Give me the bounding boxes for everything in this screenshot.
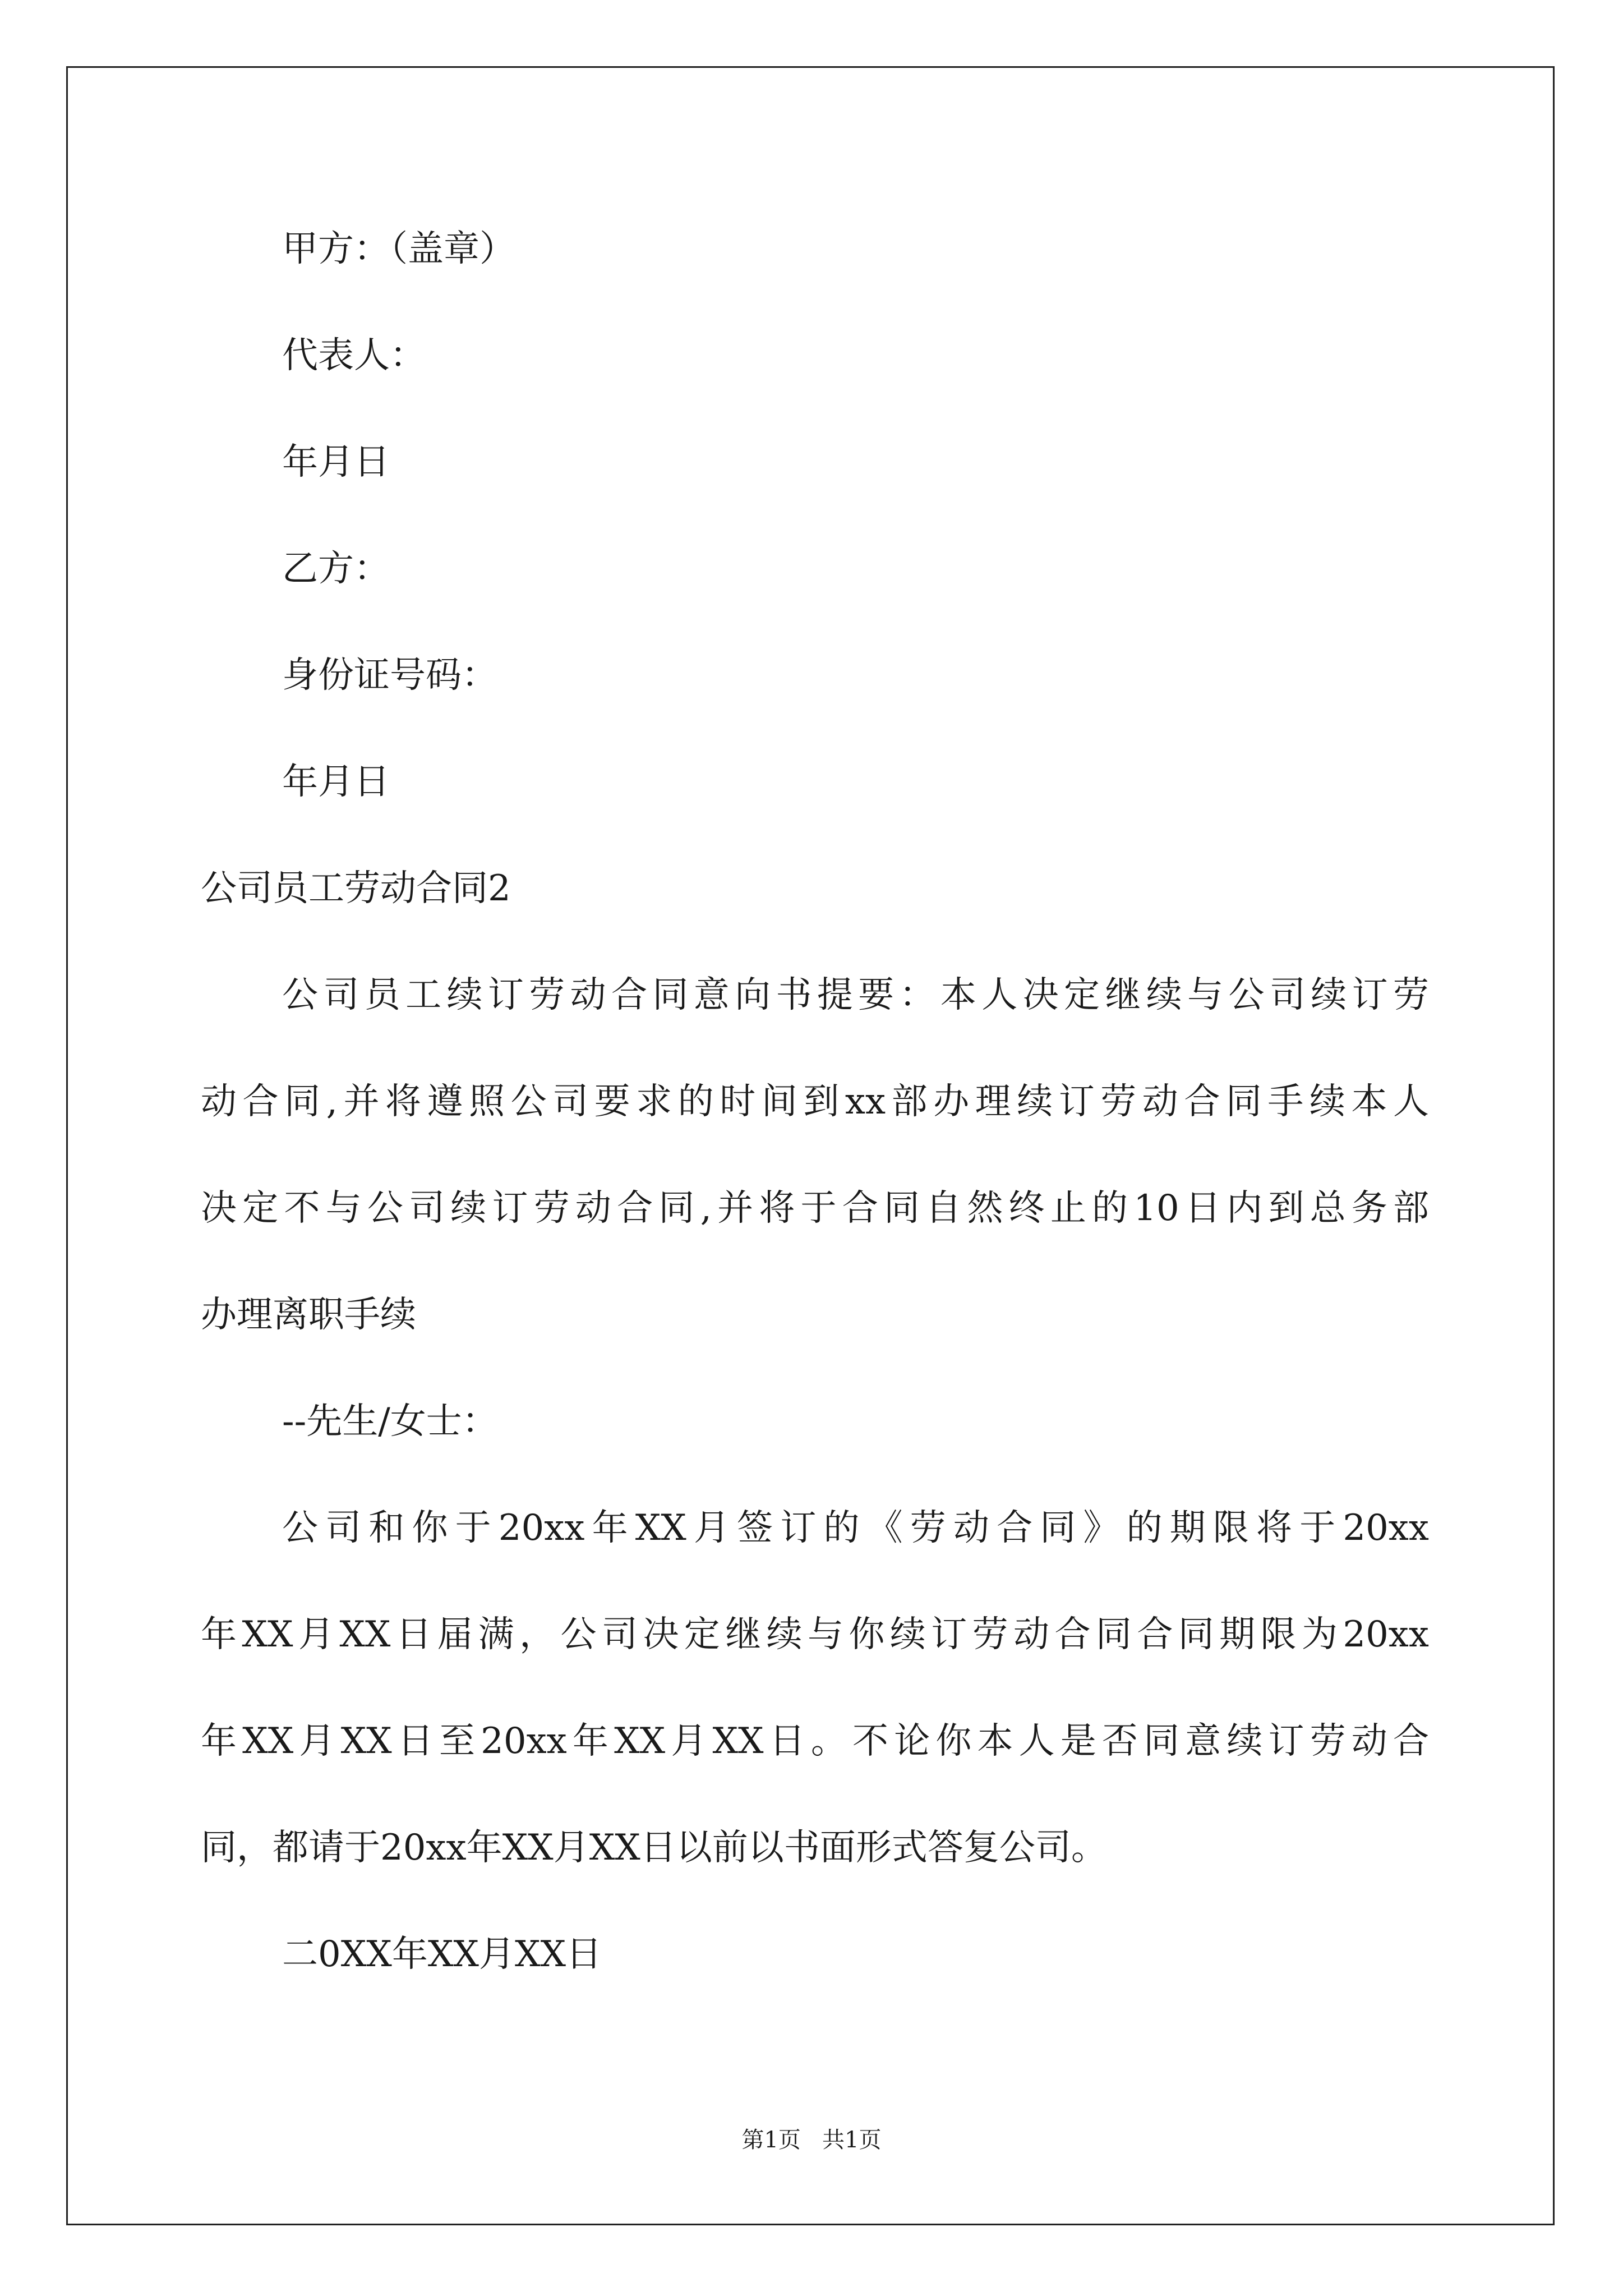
paragraph-intent-line-4: 办理离职手续	[201, 1294, 416, 1336]
paragraph-intent-line-3: 决定不与公司续订劳动合同,并将于合同自然终止的10日内到总务部	[201, 1188, 1429, 1229]
paragraph-notice-line-3: 年XX月XX日至20xx年XX月XX日。不论你本人是否同意续订劳动合	[201, 1720, 1429, 1762]
paragraph-intent-line-1: 公司员工续订劳动合同意向书提要：本人决定继续与公司续订劳	[282, 974, 1429, 1016]
id-number-line: 身份证号码：	[282, 655, 497, 696]
paragraph-notice-line-1: 公司和你于20xx年XX月签订的《劳动合同》的期限将于20xx	[282, 1507, 1429, 1549]
paragraph-intent-line-2: 动合同,并将遵照公司要求的时间到xx部办理续订劳动合同手续本人	[201, 1081, 1429, 1122]
paragraph-notice-line-2: 年XX月XX日届满，公司决定继续与你续订劳动合同合同期限为20xx	[201, 1614, 1429, 1655]
date-line-b: 年月日	[282, 761, 390, 803]
date-line-a: 年月日	[282, 441, 390, 483]
party-a-line: 甲方：（盖章）	[282, 228, 515, 270]
page-border	[66, 66, 1555, 2225]
party-b-line: 乙方：	[282, 548, 390, 590]
closing-date-line: 二0XX年XX月XX日	[282, 1934, 602, 1975]
representative-line: 代表人：	[282, 335, 426, 376]
section-heading: 公司员工劳动合同2	[201, 868, 511, 909]
paragraph-notice-line-4: 同，都请于20xx年XX月XX日以前以书面形式答复公司。	[201, 1827, 1107, 1869]
salutation-line: --先生/女士：	[282, 1401, 498, 1442]
page-footer: 第1页 共1页	[741, 2127, 882, 2153]
